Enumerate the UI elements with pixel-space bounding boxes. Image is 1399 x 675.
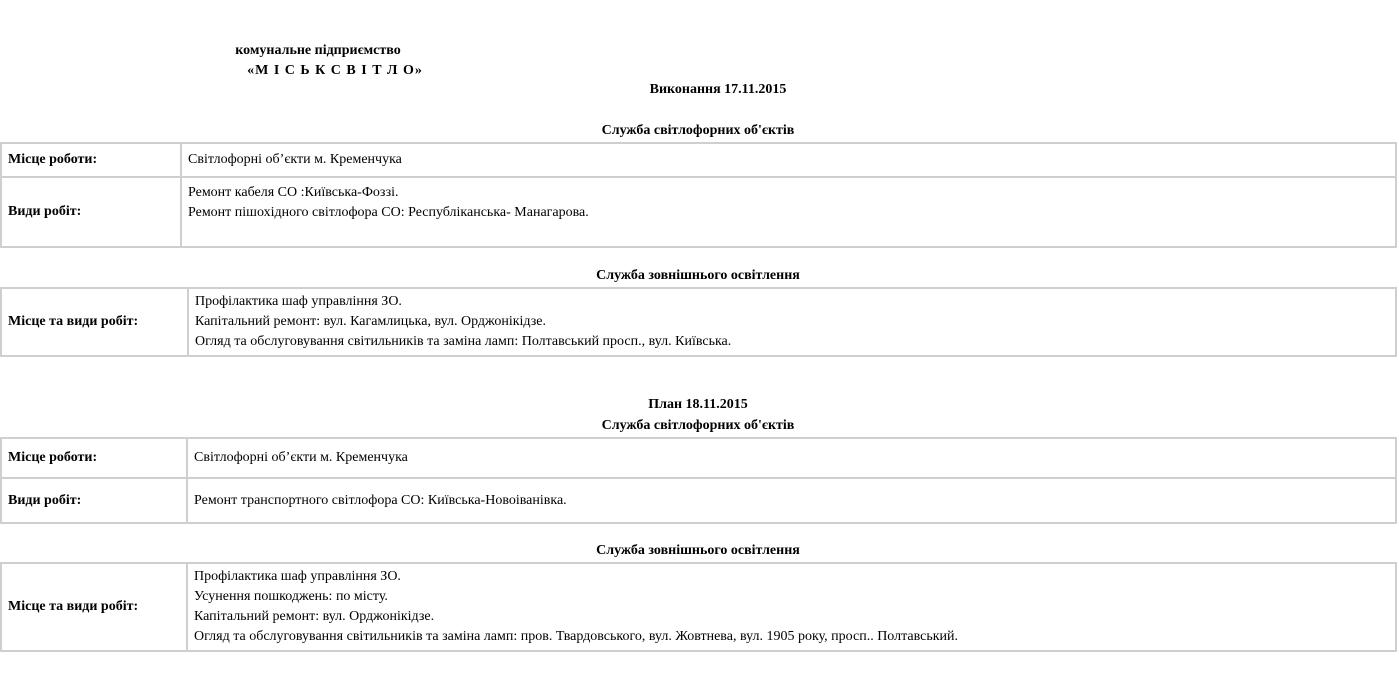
- done-traffic-title: Служба світлофорних об'єктів: [601, 123, 795, 138]
- plan-traffic-title: Служба світлофорних об'єктів: [601, 418, 795, 433]
- place-works-label: Місце та види робіт:: [1, 563, 187, 651]
- work-item: Профілактика шаф управління ЗО.: [195, 294, 402, 309]
- place-label: Місце роботи:: [1, 143, 181, 177]
- works-label: Види робіт:: [1, 177, 181, 247]
- place-label: Місце роботи:: [1, 438, 187, 478]
- work-item: Ремонт пішохідного світлофора СО: Республіканська- Манагарова.: [188, 205, 589, 220]
- place-value: Світлофорні об’єкти м. Кременчука: [187, 438, 1396, 478]
- plan-lighting-title: Служба зовнішнього освітлення: [596, 543, 800, 558]
- done-lighting-title: Служба зовнішнього освітлення: [596, 268, 800, 283]
- work-item: Огляд та обслуговування світильників та заміна ламп: пров. Твардовського, вул. Жовтнева, вул. 1905 року, просп.. Полтавський.: [194, 629, 959, 644]
- done-lighting-table: [0, 287, 1397, 357]
- work-item: Огляд та обслуговування світильників та заміна ламп: Полтавський просп., вул. Київська.: [195, 334, 732, 349]
- plan-title: План 18.11.2015: [648, 397, 748, 412]
- work-item: Профілактика шаф управління ЗО.: [194, 569, 401, 584]
- work-item: Капітальний ремонт: вул. Орджонікідзе.: [194, 609, 435, 624]
- done-title: Виконання 17.11.2015: [649, 82, 787, 97]
- org-type: комунальне підприємство: [235, 43, 401, 58]
- place-works-label: Місце та види робіт:: [1, 288, 188, 356]
- place-value: Світлофорні об’єкти м. Кременчука: [181, 143, 1396, 177]
- work-item: Ремонт кабеля СО :Київська-Фоззі.: [188, 185, 399, 200]
- work-item: Усунення пошкоджень: по місту.: [194, 589, 388, 604]
- org-name: «М І С Ь К С В І Т Л О»: [247, 63, 423, 78]
- works-label: Види робіт:: [1, 478, 187, 523]
- work-item: Капітальний ремонт: вул. Кагамлицька, вул. Орджонікідзе.: [195, 314, 546, 329]
- plan-lighting-table: [0, 562, 1397, 652]
- plan-traffic-table: [0, 437, 1397, 524]
- work-item: Ремонт транспортного світлофора СО: Київська-Новоіванівка.: [187, 478, 1396, 523]
- done-traffic-table: [0, 142, 1397, 248]
